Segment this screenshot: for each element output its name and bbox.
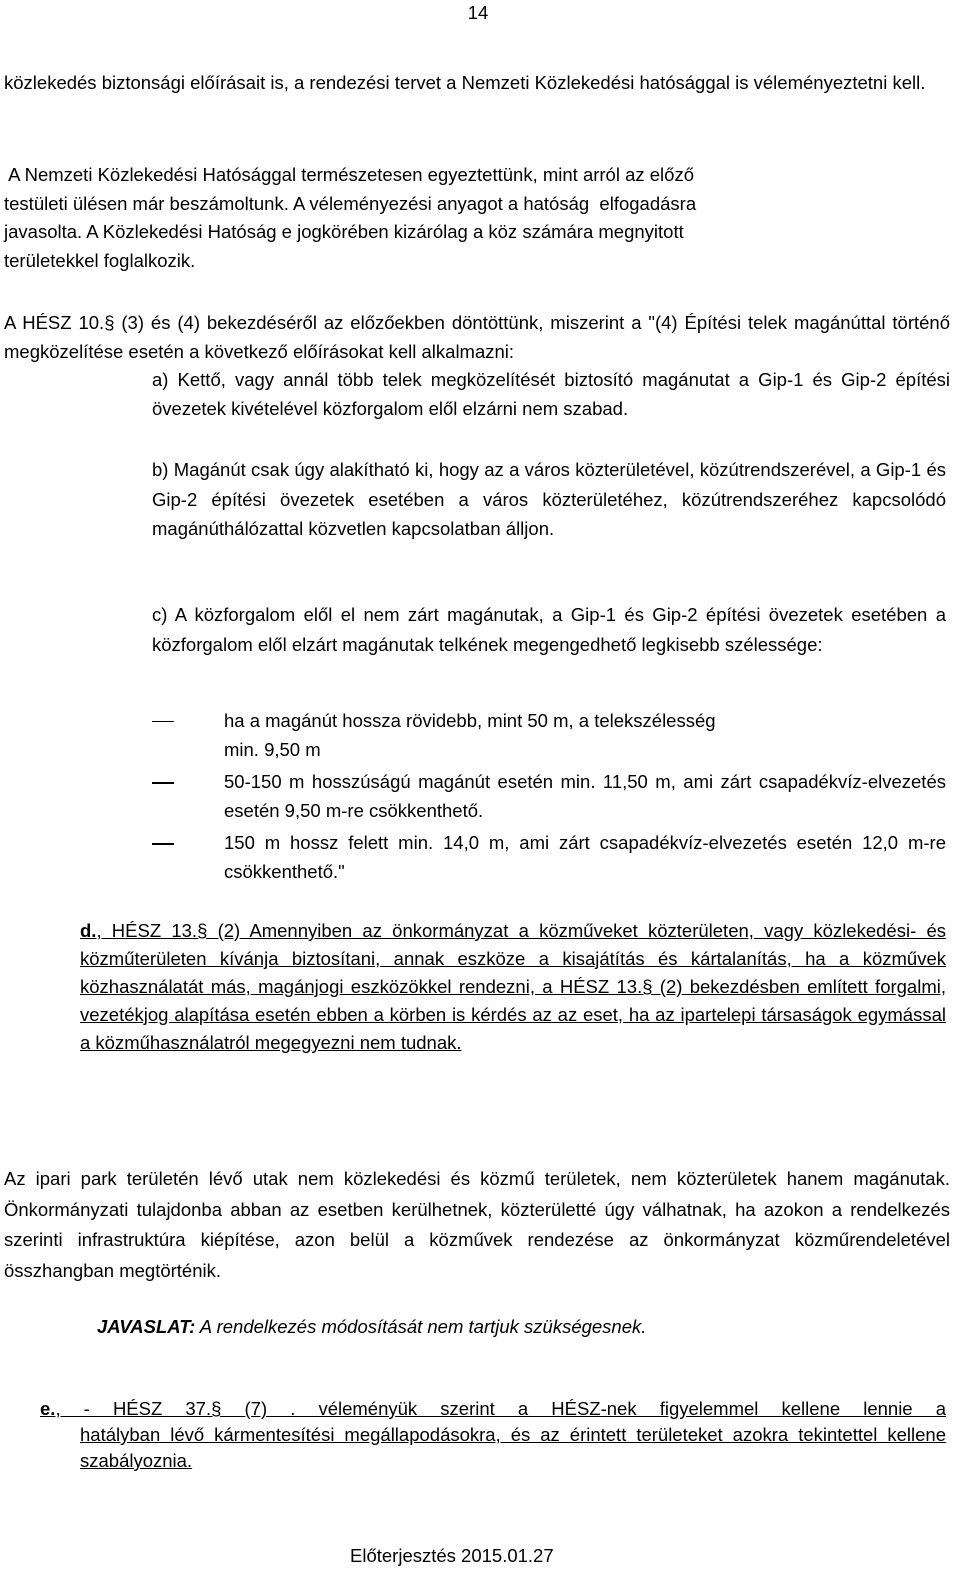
section-d (80, 917, 946, 1057)
paragraph-2 (4, 161, 950, 275)
paragraph-2-line-2: testületi ülésen már beszámoltunk. A véleményezési anyagot a hatóság elfogadásra (4, 192, 697, 214)
list-item (152, 768, 946, 825)
section-e (40, 1396, 946, 1474)
section-e-label: e. (40, 1398, 56, 1419)
section-e-rest: hatályban lévő kármentesítési megállapodásokra, és az érintett területeket azokra tekintettel kellene szabályoznia. (80, 1424, 946, 1471)
list-item-line-2: min. 9,50 m (224, 738, 321, 760)
paragraph-3 (4, 309, 950, 423)
section-e-first-line-text: , - HÉSZ 37.§ (7) . véleményük szerint a HÉSZ-nek figyelemmel kellene lennie a (55, 1398, 946, 1419)
paragraph-1: közlekedés biztonsági előírásait is, a rendezési tervet a Nemzeti Közlekedési hatósággal is véleményeztetni kell. (4, 72, 926, 93)
paragraph-3-text: A HÉSZ 10.§ (3) és (4) bekezdéséről az előzőekben döntöttünk, miszerint a "(4) Építési telek magánúttal történő megközelítése esetén a következő előírásokat kell alkalmazni: (4, 312, 950, 362)
item-a: a) Kettő, vagy annál több telek megközelítését biztosító magánutat a Gip-1 és Gip-2 építési övezetek kivételével közforgalom elől elzárni nem szabad. (152, 369, 950, 419)
list-item-line-1: 150 m hossz felett min. 14,0 m, ami zárt csapadékvíz-elvezetés esetén 12,0 m-re csökkenthető." (224, 832, 946, 882)
page-number: 14 (467, 2, 489, 23)
javaslat-text: A rendelkezés módosítását nem tartjuk szükségesnek. (195, 1316, 647, 1337)
list-item-line-1: ha a magánút hossza rövidebb, mint 50 m, a telekszélesség (224, 710, 716, 731)
paragraph-2-line-4: területekkel foglalkozik. (4, 249, 196, 271)
dash-list (152, 707, 946, 891)
javaslat-label: JAVASLAT: (97, 1316, 196, 1337)
footer: Előterjesztés 2015.01.27 (350, 1545, 554, 1566)
list-item (152, 707, 946, 764)
paragraph-2-line-3: javasolta. A Közlekedési Hatóság e jogkörében kizárólag a köz számára megnyitott (4, 221, 684, 243)
javaslat (97, 1313, 947, 1342)
item-b: b) Magánút csak úgy alakítható ki, hogy az a város közterületével, közútrendszerével, a Gip-1 és Gip-2 építési övezetek esetében a város közterületéhez, közútrendszeréhez kapcsolódó magánúthálózattal közvetlen kapcsolatban álljon. (152, 459, 946, 539)
item-c: c) A közforgalom elől el nem zárt magánutak, a Gip-1 és Gip-2 építési övezetek esetében a közforgalom elől elzárt magánutak telkének megengedhető legkisebb szélessége: (152, 604, 946, 655)
dash-bullet-icon (152, 721, 174, 722)
list-item-line-1: 50-150 m hosszúságú magánút esetén min. 11,50 m, ami zárt csapadékvíz-elvezetés esetén 9,50 m-re csökkenthető. (224, 771, 946, 821)
list-item (152, 829, 946, 886)
section-e-first-line (40, 1396, 946, 1422)
paragraph-4: Az ipari park területén lévő utak nem közlekedési és közmű területek, nem közterületek hanem magánutak. Önkormányzati tulajdonba abban az esetben kerülhetnek, közterületté úgy válhatnak, ha azokon a rendelkezés szerinti infrastruktúra kiépítése, azon belül a közművek rendezése az önkormányzat közműrendeletével összhangban megtörténik. (4, 1168, 950, 1281)
dash-bullet-icon (152, 843, 174, 844)
dash-bullet-icon (152, 782, 174, 783)
section-d-text: , HÉSZ 13.§ (2) Amennyiben az önkormányzat a közműveket közterületen, vagy közlekedési- és közműterületen kívánja biztosítani, annak eszköze a kisajátítás és kártalanítás, ha a közművek közhasználatát más, magánjogi eszközökkel rendezni, a HÉSZ 13.§ (2) bekezdésben említett forgalmi, vezetékjog alapítása esetén ebben a körben is kérdés az az eset, ha az ipartelepi társaságok egymással a közműhasználatról megegyezni nem tudnak. (80, 920, 946, 1053)
section-d-label: d. (80, 920, 97, 941)
paragraph-2-line-1: A Nemzeti Közlekedési Hatósággal természetesen egyeztettünk, mint arról az előző (4, 164, 694, 185)
